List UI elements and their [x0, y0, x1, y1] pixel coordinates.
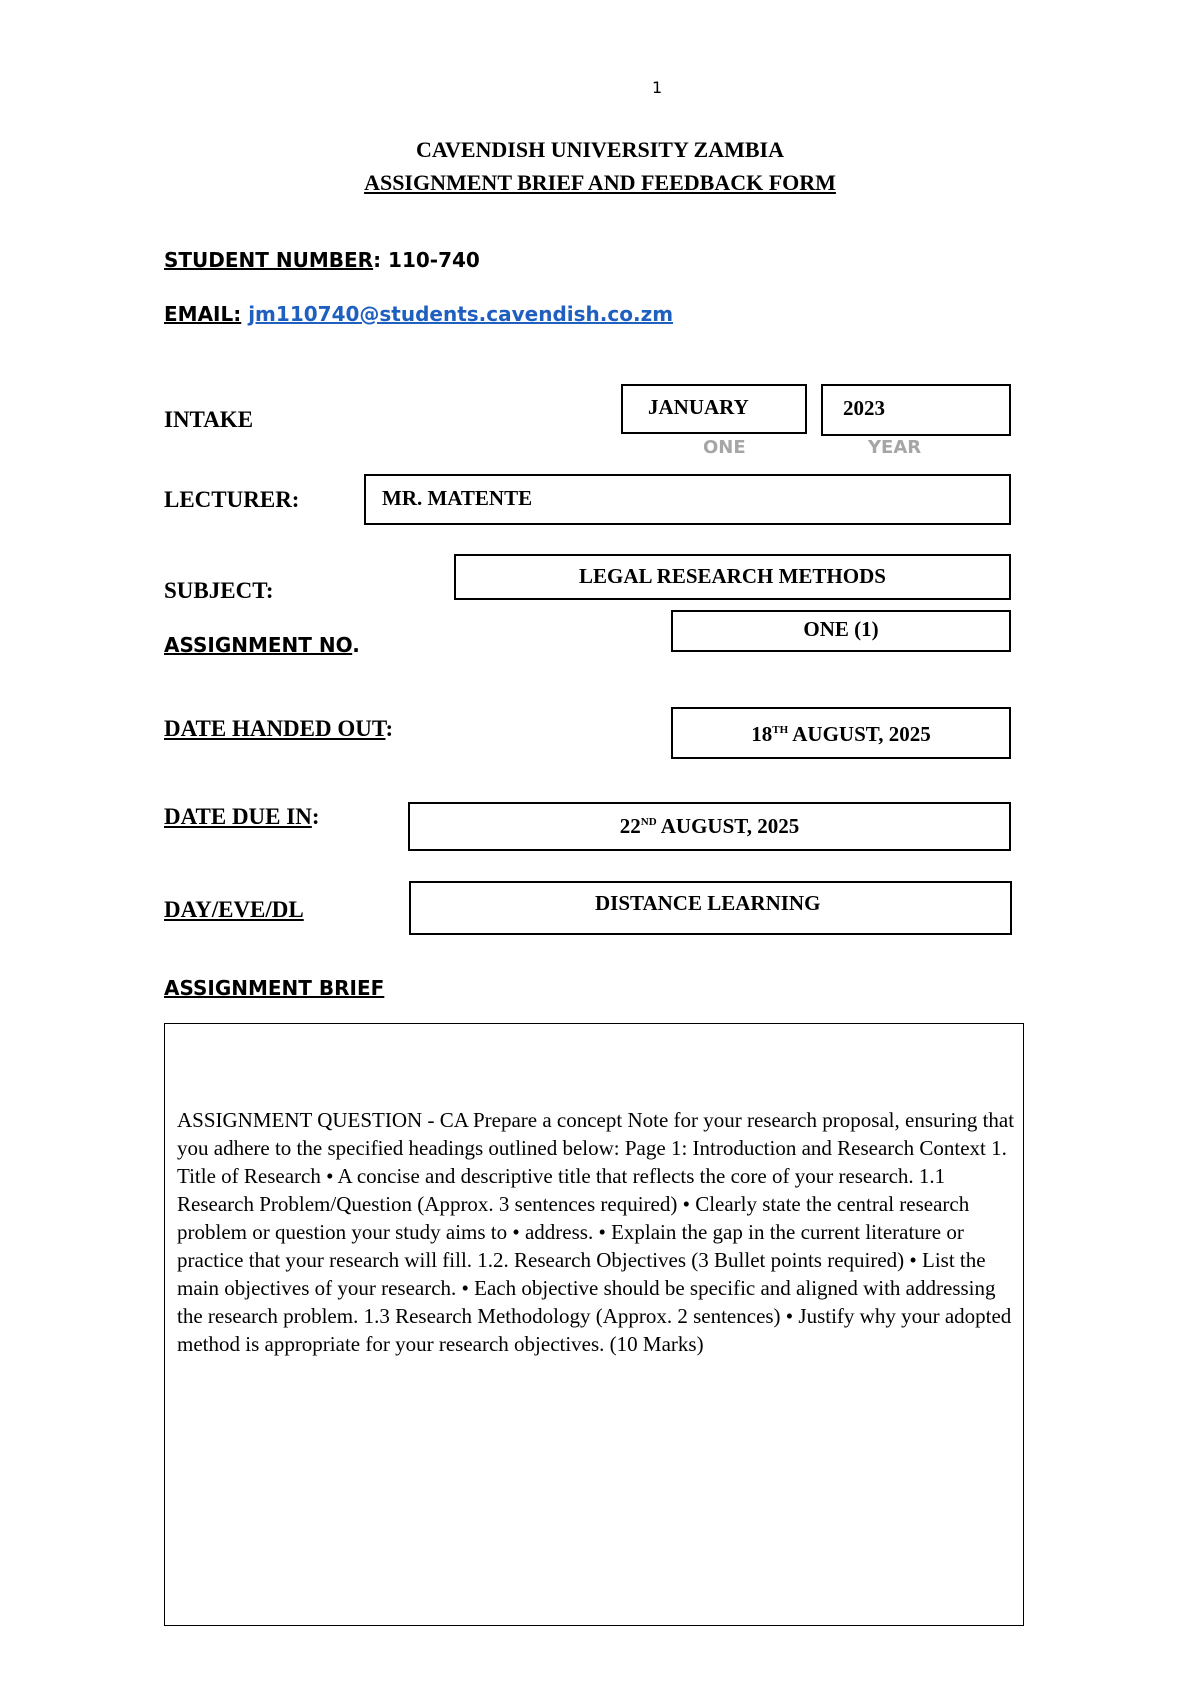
- date-due-day: 22: [619, 814, 641, 838]
- mode-label: DAY/EVE/DL: [164, 897, 304, 922]
- intake-year-field[interactable]: 2023: [821, 384, 1011, 436]
- lecturer-label: LECTURER:: [164, 487, 300, 512]
- assignment-no-field[interactable]: ONE (1): [671, 610, 1011, 652]
- student-number-label: STUDENT NUMBER: [164, 248, 374, 272]
- university-title: CAVENDISH UNIVERSITY ZAMBIA: [416, 137, 784, 162]
- subject-label: SUBJECT:: [164, 578, 274, 603]
- email-link[interactable]: jm110740@students.cavendish.co.zm: [248, 302, 674, 326]
- assignment-brief-label: ASSIGNMENT BRIEF: [164, 976, 385, 1000]
- date-handed-out-row: [164, 716, 393, 742]
- form-title-text: ASSIGNMENT BRIEF AND FEEDBACK FORM: [364, 170, 836, 195]
- assignment-no-row: [164, 633, 360, 657]
- date-handed-out-label: DATE HANDED OUT: [164, 716, 386, 741]
- assignment-brief-text: ASSIGNMENT QUESTION - CA Prepare a concept Note for your research proposal, ensuring that you adhere to the specified headings outlined below: Page 1: Introduction and Research Context 1. Title of Research • A concise and descriptive title that reflects the core of your research. 1.1 Research Problem/Question (Approx. 3 sentences required) • Clearly state the central research problem or question your study aims to • address. • Explain the gap in the current literature or practice that your research will fill. 1.2. Research Objectives (3 Bullet points required) • List the main objectives of your research. • Each objective should be specific and aligned with addressing the research problem. 1.3 Research Methodology (Approx. 2 sentences) • Justify why your adopted method is appropriate for your research objectives. (10 Marks): [177, 1108, 1015, 1356]
- subject-field[interactable]: LEGAL RESEARCH METHODS: [454, 554, 1011, 600]
- student-number-value: : 110-740: [373, 248, 480, 272]
- intake-label: INTAKE: [164, 407, 254, 432]
- assignment-brief-box: [164, 1023, 1024, 1626]
- date-due-sup: ND: [640, 816, 657, 828]
- email-row: [164, 302, 673, 326]
- email-label: EMAIL:: [164, 302, 242, 326]
- intake-month-caption: ONE: [703, 437, 746, 458]
- intake-month-field[interactable]: JANUARY: [621, 384, 807, 434]
- form-title: [0, 170, 1200, 196]
- intake-year-caption: YEAR: [868, 437, 922, 458]
- lecturer-field[interactable]: MR. MATENTE: [364, 474, 1011, 525]
- assignment-brief-heading: [164, 976, 384, 1000]
- mode-field[interactable]: DISTANCE LEARNING: [409, 881, 1012, 935]
- assignment-no-label: ASSIGNMENT NO: [164, 633, 353, 657]
- date-due-field[interactable]: [408, 802, 1011, 851]
- date-handed-out-rest: AUGUST, 2025: [788, 722, 931, 746]
- assignment-no-suffix: .: [352, 633, 360, 657]
- date-handed-out-field[interactable]: [671, 707, 1011, 759]
- date-handed-out-suffix: :: [385, 716, 394, 741]
- page-number: 1: [652, 78, 663, 97]
- mode-row: [164, 897, 304, 923]
- date-handed-out-day: 18: [751, 722, 773, 746]
- date-due-suffix: :: [311, 804, 320, 829]
- date-handed-out-sup: TH: [772, 724, 789, 736]
- date-due-row: [164, 804, 320, 830]
- date-due-rest: AUGUST, 2025: [656, 814, 800, 838]
- date-due-label: DATE DUE IN: [164, 804, 312, 829]
- student-number-row: [164, 248, 480, 272]
